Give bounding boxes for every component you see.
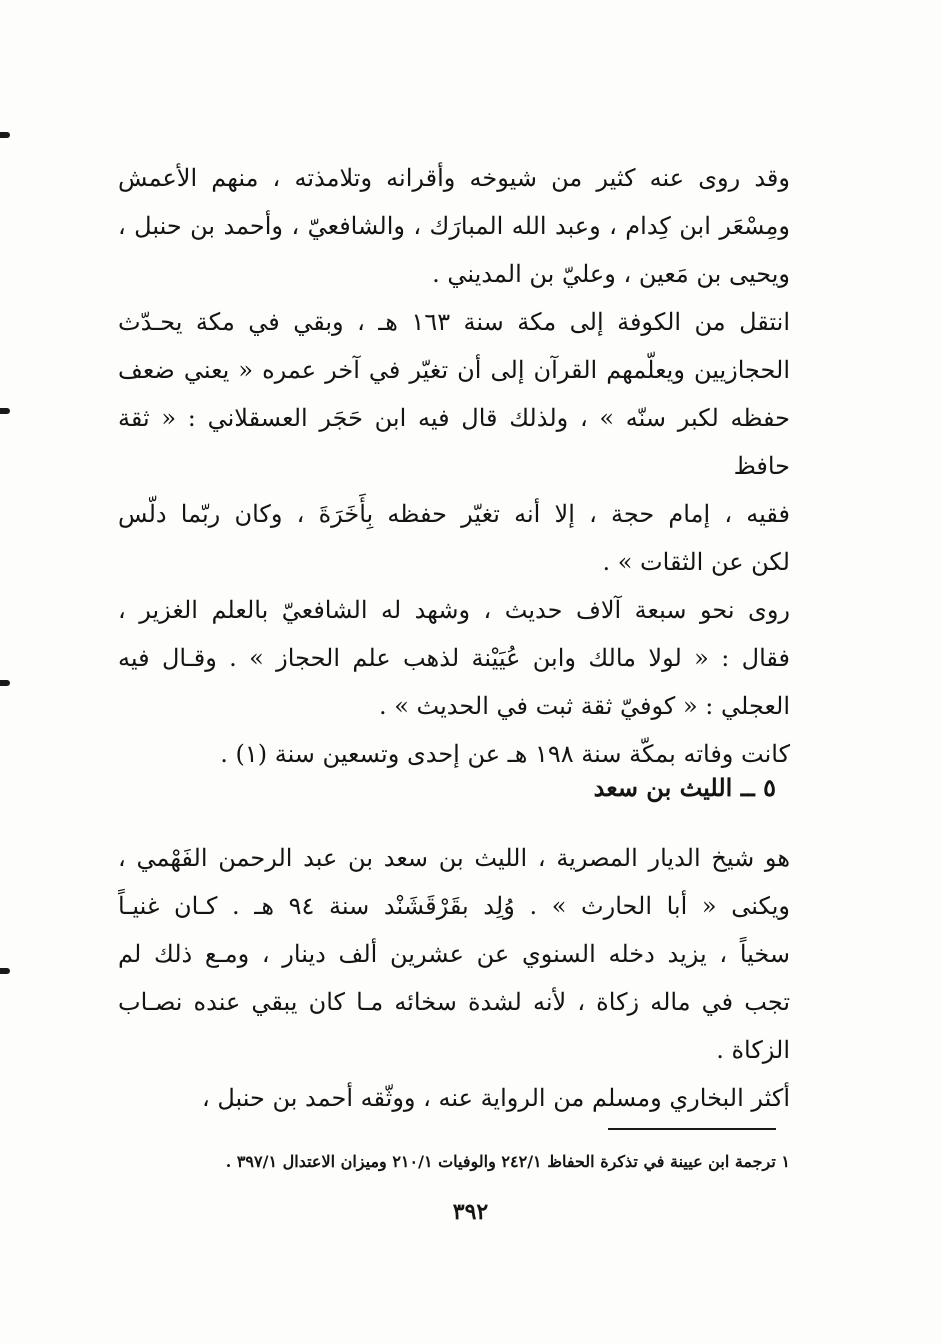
text-line: فقال : « لولا مالك وابن عُيَيْنة لذهب علم الحجاز » . وقـال فيه bbox=[118, 644, 790, 672]
margin-binding-mark bbox=[0, 408, 10, 414]
text-line: هو شيخ الديار المصرية ، الليث بن سعد بن عبد الرحمن الفَهْمي ، bbox=[118, 844, 790, 872]
text-line: ويحيى بن مَعين ، وعليّ بن المديني . bbox=[432, 260, 790, 288]
paragraph bbox=[118, 586, 790, 730]
margin-binding-mark bbox=[0, 968, 10, 974]
paragraph bbox=[118, 298, 790, 586]
text-line: فقيه ، إمام حجة ، إلا أنه تغيّر حفظه بِأَخَرَةَ ، وكان ربّما دلّس bbox=[118, 500, 790, 528]
text-line: الحجازيين ويعلّمهم القرآن إلى أن تغيّر في آخر عمره « يعني ضعف bbox=[118, 356, 790, 384]
text-line: لكن عن الثقات » . bbox=[602, 548, 790, 576]
text-line: الزكاة . bbox=[716, 1036, 790, 1064]
text-line: روى نحو سبعة آلاف حديث ، وشهد له الشافعيّ بالعلم الغزير ، bbox=[118, 596, 790, 624]
text-line: ومِسْعَر ابن كِدام ، وعبد الله المبارَك ، والشافعيّ ، وأحمد بن حنبل ، bbox=[118, 212, 791, 240]
section-1-body bbox=[118, 154, 790, 778]
text-line: تجب في ماله زكاة ، لأنه لشدة سخائه مـا كان يبقي عنده نصـاب bbox=[118, 988, 790, 1016]
footnote: ١ ترجمة ابن عيينة في تذكرة الحفاظ ٢٤٢/١ والوفيات ٢١٠/١ وميزان الاعتدال ٣٩٧/١ . bbox=[225, 1152, 790, 1171]
page-number: ٣٩٢ bbox=[452, 1199, 489, 1225]
text-line: ويكنى « أبا الحارث » . وُلِد بقَرْقَشَنْد سنة ٩٤ هـ . كـان غنيـاً bbox=[118, 892, 790, 920]
text-line: كانت وفاته بمكّة سنة ١٩٨ هـ عن إحدى وتسعين سنة (١) . bbox=[220, 740, 790, 768]
text-line: سخياً ، يزيد دخله السنوي عن عشرين ألف دينار ، ومـع ذلك لم bbox=[118, 940, 790, 968]
text-line: أكثر البخاري ومسلم من الرواية عنه ، ووثّقه أحمد بن حنبل ، bbox=[201, 1084, 790, 1112]
paragraph bbox=[118, 154, 790, 298]
margin-binding-mark bbox=[0, 680, 10, 686]
section-2-body bbox=[118, 834, 790, 1122]
text-line: انتقل من الكوفة إلى مكة سنة ١٦٣ هـ ، وبقي في مكة يحـدّث bbox=[118, 308, 790, 336]
section-heading: ٥ ــ الليث بن سعد bbox=[593, 773, 776, 802]
margin-binding-mark bbox=[0, 132, 10, 138]
text-line: العجلي : « كوفيّ ثقة ثبت في الحديث » . bbox=[378, 692, 790, 720]
footnote-divider bbox=[608, 1128, 776, 1130]
paragraph bbox=[118, 1074, 790, 1122]
paragraph bbox=[118, 834, 790, 1074]
text-line: وقد روى عنه كثير من شيوخه وأقرانه وتلامذته ، منهم الأعمش bbox=[118, 164, 790, 192]
text-line: حفظه لكبر سنّه » ، ولذلك قال فيه ابن حَجَر العسقلاني : « ثقة حافظ bbox=[118, 404, 790, 480]
